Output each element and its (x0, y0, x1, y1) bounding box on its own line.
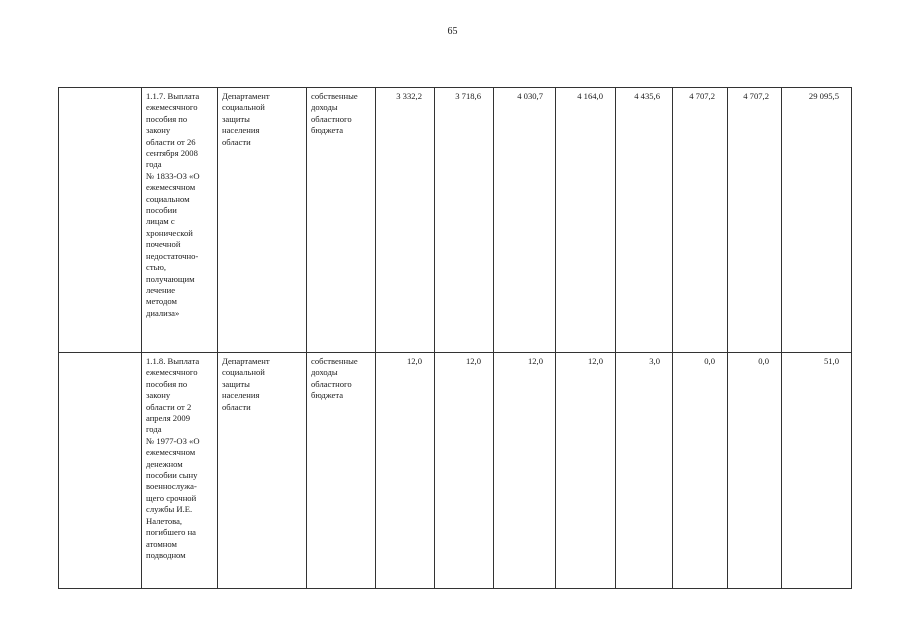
funding-source-cell: собственные доходы областного бюджета (307, 353, 376, 589)
value-cell: 4 707,2 (673, 88, 728, 353)
budget-table (58, 87, 852, 589)
value-cell: 4 030,7 (494, 88, 556, 353)
executor-cell: Департамент социальной защиты населения области (218, 88, 307, 353)
empty-cell (59, 353, 142, 589)
empty-cell (59, 88, 142, 353)
value-cell: 12,0 (556, 353, 616, 589)
measure-name-cell: 1.1.8. Выплата ежемесячного пособия по закону области от 2 апреля 2009 года № 1977-ОЗ «О ежемесячном денежном пособии сыну военнослужа- щего срочной службы И.Е. Налетова, погибшего на атомном подводном (142, 353, 218, 589)
executor-cell: Департамент социальной защиты населения области (218, 353, 307, 589)
value-cell: 3 332,2 (376, 88, 435, 353)
value-cell: 12,0 (435, 353, 494, 589)
funding-source-cell: собственные доходы областного бюджета (307, 88, 376, 353)
page-number: 65 (447, 26, 458, 37)
table-row (59, 353, 852, 589)
value-cell: 4 435,6 (616, 88, 673, 353)
total-cell: 51,0 (782, 353, 852, 589)
measure-name-cell: 1.1.7. Выплата ежемесячного пособия по закону области от 26 сентября 2008 года № 1833-ОЗ «О ежемесячном социальном пособии лицам с хронической почечной недостаточно- стью, получающим лечение методом диализа» (142, 88, 218, 353)
table-row (59, 88, 852, 353)
value-cell: 0,0 (728, 353, 782, 589)
value-cell: 0,0 (673, 353, 728, 589)
value-cell: 4 164,0 (556, 88, 616, 353)
total-cell: 29 095,5 (782, 88, 852, 353)
value-cell: 3 718,6 (435, 88, 494, 353)
value-cell: 3,0 (616, 353, 673, 589)
value-cell: 12,0 (494, 353, 556, 589)
value-cell: 12,0 (376, 353, 435, 589)
value-cell: 4 707,2 (728, 88, 782, 353)
